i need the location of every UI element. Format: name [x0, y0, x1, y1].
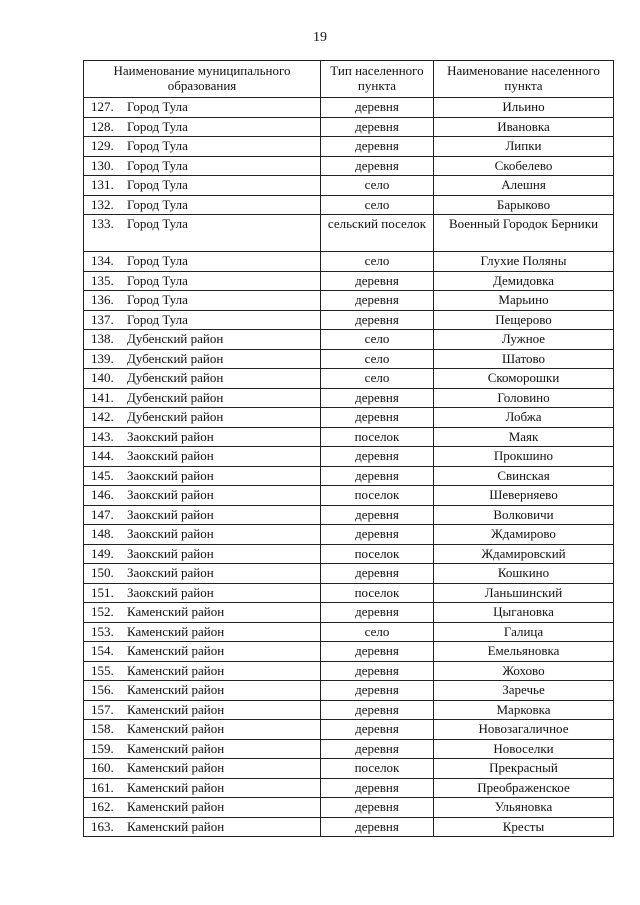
table-row [84, 252, 614, 272]
row-number: 154. [91, 643, 114, 658]
row-number: 147. [91, 506, 114, 522]
municipality-name: Дубенский район [127, 370, 224, 385]
cell-settlement-type: село [321, 195, 434, 215]
table-row [84, 544, 614, 564]
table-row [84, 739, 614, 759]
cell-settlement-type: деревня [321, 525, 434, 545]
row-number: 140. [91, 370, 114, 385]
cell-settlement-type: село [321, 330, 434, 350]
row-number: 157. [91, 701, 114, 717]
cell-municipality [84, 466, 321, 486]
table-body [84, 98, 614, 837]
cell-settlement-name: Заречье [434, 681, 614, 701]
cell-settlement-name: Волковичи [434, 505, 614, 525]
cell-settlement-type: село [321, 622, 434, 642]
cell-settlement-type: деревня [321, 117, 434, 137]
cell-settlement-name: Шеверняево [434, 486, 614, 506]
municipality-name: Заокский район [127, 584, 214, 600]
cell-settlement-type: деревня [321, 291, 434, 311]
cell-settlement-name: Прокшино [434, 447, 614, 467]
cell-settlement-type: село [321, 176, 434, 196]
cell-settlement-type: село [321, 349, 434, 369]
municipality-name: Дубенский район [127, 389, 224, 405]
cell-settlement-type: деревня [321, 798, 434, 818]
cell-municipality [84, 427, 321, 447]
cell-municipality [84, 720, 321, 740]
municipality-name: Каменский район [127, 721, 225, 736]
table-row [84, 215, 614, 252]
row-number: 148. [91, 526, 114, 541]
cell-settlement-type: деревня [321, 603, 434, 623]
cell-settlement-name: Преображенское [434, 778, 614, 798]
table-row [84, 98, 614, 118]
cell-settlement-name: Кошкино [434, 564, 614, 584]
cell-municipality [84, 544, 321, 564]
cell-municipality [84, 252, 321, 272]
row-number: 139. [91, 350, 114, 366]
cell-municipality [84, 505, 321, 525]
row-number: 159. [91, 740, 114, 756]
cell-settlement-type: село [321, 369, 434, 389]
cell-settlement-type: сельский поселок [321, 215, 434, 252]
cell-municipality [84, 310, 321, 330]
table-row [84, 603, 614, 623]
municipality-name: Каменский район [127, 760, 225, 775]
cell-settlement-name: Головино [434, 388, 614, 408]
row-number: 149. [91, 545, 114, 561]
row-number: 138. [91, 331, 114, 346]
table-row [84, 720, 614, 740]
cell-municipality [84, 642, 321, 662]
cell-municipality [84, 215, 321, 252]
row-number: 135. [91, 272, 114, 288]
table-row [84, 778, 614, 798]
cell-settlement-name: Новоселки [434, 739, 614, 759]
cell-settlement-type: деревня [321, 310, 434, 330]
municipality-name: Заокский район [127, 526, 214, 541]
cell-settlement-name: Скобелево [434, 156, 614, 176]
cell-settlement-type: деревня [321, 661, 434, 681]
cell-municipality [84, 156, 321, 176]
row-number: 155. [91, 662, 114, 678]
table-row [84, 137, 614, 157]
municipality-name: Город Тула [127, 272, 188, 288]
cell-settlement-name: Скоморошки [434, 369, 614, 389]
row-number: 134. [91, 253, 114, 268]
cell-settlement-type: деревня [321, 739, 434, 759]
cell-settlement-type: деревня [321, 271, 434, 291]
cell-settlement-name: Лобжа [434, 408, 614, 428]
table-row [84, 310, 614, 330]
cell-settlement-name: Цыгановка [434, 603, 614, 623]
cell-municipality [84, 817, 321, 837]
municipality-name: Каменский район [127, 701, 225, 717]
cell-settlement-name: Ждамировский [434, 544, 614, 564]
cell-settlement-type: поселок [321, 486, 434, 506]
municipality-name: Город Тула [127, 311, 188, 327]
cell-settlement-type: деревня [321, 137, 434, 157]
table-row [84, 486, 614, 506]
row-number: 146. [91, 487, 114, 502]
municipality-name: Каменский район [127, 643, 225, 658]
row-number: 145. [91, 467, 114, 483]
row-number: 151. [91, 584, 114, 600]
row-number: 143. [91, 428, 114, 444]
row-number: 131. [91, 177, 114, 192]
table-row [84, 447, 614, 467]
cell-municipality [84, 176, 321, 196]
row-number: 141. [91, 389, 114, 405]
row-number: 156. [91, 682, 114, 697]
row-number: 163. [91, 818, 114, 834]
municipality-name: Город Тула [127, 99, 188, 114]
municipality-name: Заокский район [127, 487, 214, 502]
cell-settlement-name: Свинская [434, 466, 614, 486]
row-number: 130. [91, 157, 114, 173]
cell-municipality [84, 661, 321, 681]
cell-settlement-name: Прекрасный [434, 759, 614, 779]
cell-settlement-name: Шатово [434, 349, 614, 369]
page-number: 19 [313, 30, 327, 45]
cell-settlement-name: Ланьшинский [434, 583, 614, 603]
cell-settlement-name: Емельяновка [434, 642, 614, 662]
table-row [84, 408, 614, 428]
cell-municipality [84, 369, 321, 389]
table-row [84, 564, 614, 584]
municipality-name: Город Тула [127, 253, 188, 268]
cell-settlement-name: Галица [434, 622, 614, 642]
cell-municipality [84, 759, 321, 779]
cell-settlement-name: Демидовка [434, 271, 614, 291]
municipality-name: Заокский район [127, 428, 214, 444]
cell-municipality [84, 408, 321, 428]
row-number: 152. [91, 604, 114, 619]
table-row [84, 622, 614, 642]
cell-municipality [84, 700, 321, 720]
cell-settlement-name: Алешня [434, 176, 614, 196]
cell-settlement-type: поселок [321, 427, 434, 447]
table-row [84, 817, 614, 837]
table-row [84, 681, 614, 701]
municipality-name: Дубенский район [127, 331, 224, 346]
row-number: 133. [91, 216, 114, 231]
row-number: 142. [91, 409, 114, 424]
cell-municipality [84, 349, 321, 369]
municipality-name: Дубенский район [127, 409, 224, 424]
row-number: 127. [91, 99, 114, 114]
cell-settlement-name: Ульяновка [434, 798, 614, 818]
table-row [84, 642, 614, 662]
table-row [84, 759, 614, 779]
row-number: 150. [91, 565, 114, 580]
cell-settlement-type: деревня [321, 681, 434, 701]
table-row [84, 271, 614, 291]
cell-settlement-type: деревня [321, 98, 434, 118]
cell-settlement-type: деревня [321, 447, 434, 467]
cell-settlement-type: деревня [321, 700, 434, 720]
cell-municipality [84, 739, 321, 759]
municipality-name: Город Тула [127, 177, 188, 192]
table-row [84, 156, 614, 176]
cell-settlement-type: поселок [321, 544, 434, 564]
cell-municipality [84, 447, 321, 467]
cell-municipality [84, 137, 321, 157]
municipality-name: Город Тула [127, 196, 188, 212]
municipality-name: Каменский район [127, 682, 225, 697]
cell-municipality [84, 195, 321, 215]
cell-municipality [84, 778, 321, 798]
cell-municipality [84, 98, 321, 118]
row-number: 158. [91, 721, 114, 736]
cell-settlement-name: Марковка [434, 700, 614, 720]
table-row [84, 466, 614, 486]
cell-settlement-type: деревня [321, 817, 434, 837]
row-number: 162. [91, 799, 114, 814]
table-row [84, 195, 614, 215]
table-row [84, 117, 614, 137]
cell-settlement-name: Лужное [434, 330, 614, 350]
table-row [84, 661, 614, 681]
table-row [84, 525, 614, 545]
table-row [84, 388, 614, 408]
cell-settlement-name: Липки [434, 137, 614, 157]
row-number: 153. [91, 623, 114, 639]
cell-settlement-type: деревня [321, 388, 434, 408]
cell-settlement-name: Барыково [434, 195, 614, 215]
cell-settlement-name: Жохово [434, 661, 614, 681]
cell-settlement-type: деревня [321, 156, 434, 176]
cell-settlement-name: Глухие Поляны [434, 252, 614, 272]
municipality-name: Каменский район [127, 799, 225, 814]
table-row [84, 798, 614, 818]
municipality-name: Каменский район [127, 818, 225, 834]
municipality-name: Каменский район [127, 779, 225, 795]
municipality-name: Город Тула [127, 292, 188, 307]
cell-settlement-name: Марьино [434, 291, 614, 311]
cell-settlement-name: Ждамирово [434, 525, 614, 545]
cell-municipality [84, 564, 321, 584]
row-number: 160. [91, 760, 114, 775]
municipality-name: Каменский район [127, 740, 225, 756]
row-number: 128. [91, 118, 114, 134]
cell-municipality [84, 525, 321, 545]
cell-settlement-type: поселок [321, 759, 434, 779]
row-number: 144. [91, 448, 114, 463]
table-row [84, 330, 614, 350]
cell-municipality [84, 486, 321, 506]
municipality-name: Каменский район [127, 623, 225, 639]
cell-municipality [84, 117, 321, 137]
row-number: 137. [91, 311, 114, 327]
table-row [84, 349, 614, 369]
row-number: 132. [91, 196, 114, 212]
header-settlement-type: Тип населенного пункта [321, 61, 434, 98]
row-number: 161. [91, 779, 114, 795]
municipality-name: Заокский район [127, 545, 214, 561]
cell-settlement-type: деревня [321, 408, 434, 428]
cell-settlement-type: деревня [321, 466, 434, 486]
municipality-name: Заокский район [127, 565, 214, 580]
cell-municipality [84, 291, 321, 311]
cell-municipality [84, 583, 321, 603]
municipality-name: Заокский район [127, 448, 214, 463]
cell-settlement-type: село [321, 252, 434, 272]
municipality-name: Каменский район [127, 662, 225, 678]
cell-settlement-type: деревня [321, 642, 434, 662]
municipality-name: Заокский район [127, 506, 214, 522]
cell-settlement-name: Военный Городок Берники [434, 215, 614, 252]
cell-settlement-type: деревня [321, 564, 434, 584]
table-row [84, 505, 614, 525]
table-header-row [84, 61, 614, 98]
municipality-name: Город Тула [127, 216, 188, 231]
cell-settlement-name: Ивановка [434, 117, 614, 137]
table-row [84, 291, 614, 311]
cell-municipality [84, 271, 321, 291]
cell-municipality [84, 798, 321, 818]
cell-municipality [84, 330, 321, 350]
settlements-table [83, 60, 614, 837]
row-number: 129. [91, 138, 114, 153]
cell-settlement-name: Маяк [434, 427, 614, 447]
cell-settlement-name: Ильино [434, 98, 614, 118]
cell-settlement-name: Новозагаличное [434, 720, 614, 740]
cell-settlement-type: деревня [321, 778, 434, 798]
cell-settlement-type: деревня [321, 505, 434, 525]
municipality-name: Город Тула [127, 138, 188, 153]
header-municipality: Наименование муниципального образования [84, 61, 321, 98]
cell-settlement-name: Пещерово [434, 310, 614, 330]
municipality-name: Каменский район [127, 604, 225, 619]
header-settlement-name: Наименование населенного пункта [434, 61, 614, 98]
table-row [84, 176, 614, 196]
cell-municipality [84, 681, 321, 701]
cell-settlement-type: поселок [321, 583, 434, 603]
cell-municipality [84, 388, 321, 408]
table-row [84, 369, 614, 389]
row-number: 136. [91, 292, 114, 307]
table-row [84, 427, 614, 447]
municipality-name: Дубенский район [127, 350, 224, 366]
municipality-name: Город Тула [127, 118, 188, 134]
municipality-name: Заокский район [127, 467, 214, 483]
table-row [84, 700, 614, 720]
cell-settlement-type: деревня [321, 720, 434, 740]
municipality-name: Город Тула [127, 157, 188, 173]
table-row [84, 583, 614, 603]
cell-municipality [84, 603, 321, 623]
cell-municipality [84, 622, 321, 642]
cell-settlement-name: Кресты [434, 817, 614, 837]
